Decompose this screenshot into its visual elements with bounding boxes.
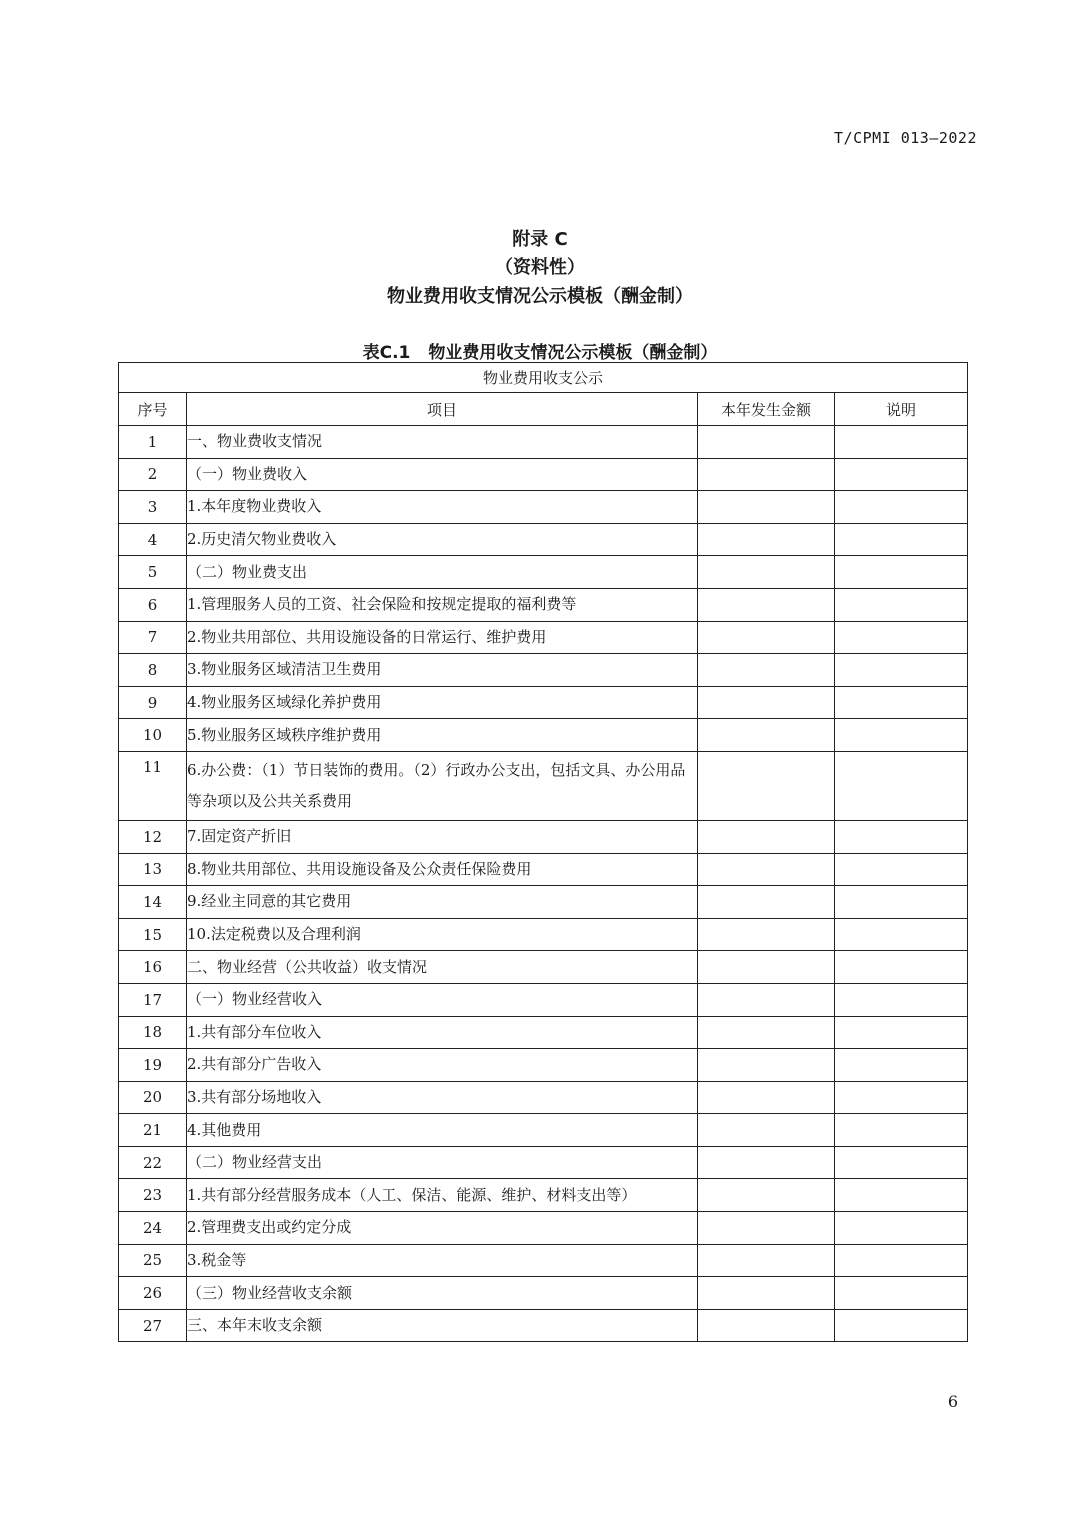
note-cell: [835, 918, 968, 951]
table-row: [119, 1179, 968, 1212]
row-number: 18: [119, 1016, 187, 1049]
amount-cell: [698, 751, 835, 820]
fee-disclosure-table: [118, 362, 968, 1342]
row-item: 三、本年末收支余额: [187, 1309, 698, 1342]
row-number: 19: [119, 1049, 187, 1082]
table-row: [119, 556, 968, 589]
row-item: 7.固定资产折旧: [187, 820, 698, 853]
table-row: [119, 523, 968, 556]
table-row: [119, 491, 968, 524]
table-row: [119, 588, 968, 621]
table-row: [119, 686, 968, 719]
row-item: 二、物业经营（公共收益）收支情况: [187, 951, 698, 984]
note-cell: [835, 1309, 968, 1342]
row-item: 3.共有部分场地收入: [187, 1081, 698, 1114]
amount-cell: [698, 458, 835, 491]
row-item: （一）物业费收入: [187, 458, 698, 491]
note-cell: [835, 820, 968, 853]
row-item: 1.管理服务人员的工资、社会保险和按规定提取的福利费等: [187, 588, 698, 621]
note-cell: [835, 983, 968, 1016]
note-cell: [835, 621, 968, 654]
amount-cell: [698, 1049, 835, 1082]
row-item: 9.经业主同意的其它费用: [187, 886, 698, 919]
table-row: [119, 1309, 968, 1342]
table-row: [119, 654, 968, 687]
table-row: [119, 983, 968, 1016]
amount-cell: [698, 1244, 835, 1277]
row-number: 13: [119, 853, 187, 886]
table-row: [119, 1146, 968, 1179]
amount-cell: [698, 686, 835, 719]
row-item: （二）物业费支出: [187, 556, 698, 589]
note-cell: [835, 1114, 968, 1147]
row-item: （二）物业经营支出: [187, 1146, 698, 1179]
row-item: 一、物业费收支情况: [187, 426, 698, 459]
note-cell: [835, 491, 968, 524]
row-item: 1.本年度物业费收入: [187, 491, 698, 524]
row-item: 1.共有部分车位收入: [187, 1016, 698, 1049]
amount-cell: [698, 820, 835, 853]
row-item: （三）物业经营收支余额: [187, 1277, 698, 1310]
note-cell: [835, 556, 968, 589]
table-row: [119, 1114, 968, 1147]
note-cell: [835, 951, 968, 984]
note-cell: [835, 1212, 968, 1245]
note-cell: [835, 458, 968, 491]
amount-cell: [698, 491, 835, 524]
table-body: [119, 426, 968, 1342]
row-number: 9: [119, 686, 187, 719]
table-row: [119, 1277, 968, 1310]
row-item: 5.物业服务区域秩序维护费用: [187, 719, 698, 752]
row-item: 8.物业共用部位、共用设施设备及公众责任保险费用: [187, 853, 698, 886]
note-cell: [835, 853, 968, 886]
amount-cell: [698, 918, 835, 951]
table-row: [119, 1016, 968, 1049]
row-number: 8: [119, 654, 187, 687]
note-cell: [835, 1146, 968, 1179]
annex-label: 附录 C: [512, 229, 568, 250]
table-row: [119, 1049, 968, 1082]
column-header-item: 项目: [187, 393, 698, 426]
table-row: [119, 853, 968, 886]
row-item: 2.共有部分广告收入: [187, 1049, 698, 1082]
row-item: 4.物业服务区域绿化养护费用: [187, 686, 698, 719]
table-row: [119, 458, 968, 491]
note-cell: [835, 1244, 968, 1277]
row-number: 27: [119, 1309, 187, 1342]
amount-cell: [698, 1179, 835, 1212]
row-number: 4: [119, 523, 187, 556]
row-item: 2.物业共用部位、共用设施设备的日常运行、维护费用: [187, 621, 698, 654]
note-cell: [835, 1016, 968, 1049]
amount-cell: [698, 719, 835, 752]
amount-cell: [698, 426, 835, 459]
table-row: [119, 719, 968, 752]
row-number: 3: [119, 491, 187, 524]
row-number: 7: [119, 621, 187, 654]
amount-cell: [698, 621, 835, 654]
table-caption-title: 物业费用收支情况公示模板（酬金制）: [428, 343, 718, 363]
row-item: （一）物业经营收入: [187, 983, 698, 1016]
row-number: 21: [119, 1114, 187, 1147]
row-number: 22: [119, 1146, 187, 1179]
column-header-amount: 本年发生金额: [698, 393, 835, 426]
row-number: 15: [119, 918, 187, 951]
table-row: [119, 820, 968, 853]
table-row: [119, 886, 968, 919]
annex-nature: （资料性）: [495, 257, 585, 278]
row-number: 10: [119, 719, 187, 752]
table-row: [119, 1081, 968, 1114]
amount-cell: [698, 1146, 835, 1179]
row-number: 14: [119, 886, 187, 919]
row-item: 1.共有部分经营服务成本（人工、保洁、能源、维护、材料支出等）: [187, 1179, 698, 1212]
note-cell: [835, 1081, 968, 1114]
amount-cell: [698, 556, 835, 589]
table-row: [119, 1244, 968, 1277]
table-row: [119, 918, 968, 951]
row-number: 24: [119, 1212, 187, 1245]
row-number: 20: [119, 1081, 187, 1114]
note-cell: [835, 654, 968, 687]
row-item: 2.历史清欠物业费收入: [187, 523, 698, 556]
amount-cell: [698, 1309, 835, 1342]
amount-cell: [698, 1081, 835, 1114]
note-cell: [835, 523, 968, 556]
amount-cell: [698, 951, 835, 984]
row-item: 3.税金等: [187, 1244, 698, 1277]
note-cell: [835, 426, 968, 459]
annex-title: 物业费用收支情况公示模板（酬金制）: [387, 286, 693, 307]
row-number: 17: [119, 983, 187, 1016]
row-number: 25: [119, 1244, 187, 1277]
column-header-note: 说明: [835, 393, 968, 426]
note-cell: [835, 1277, 968, 1310]
page-number: 6: [947, 1392, 958, 1411]
row-number: 6: [119, 588, 187, 621]
note-cell: [835, 886, 968, 919]
amount-cell: [698, 1277, 835, 1310]
row-number: 1: [119, 426, 187, 459]
document-code: T/CPMI 013—2022: [834, 129, 977, 147]
row-number: 11: [119, 751, 187, 820]
row-number: 16: [119, 951, 187, 984]
row-number: 2: [119, 458, 187, 491]
note-cell: [835, 1179, 968, 1212]
table-caption-number: 表C.1: [362, 343, 411, 363]
table-row: [119, 1212, 968, 1245]
note-cell: [835, 686, 968, 719]
row-item: 3.物业服务区域清洁卫生费用: [187, 654, 698, 687]
row-item: 2.管理费支出或约定分成: [187, 1212, 698, 1245]
note-cell: [835, 719, 968, 752]
row-number: 12: [119, 820, 187, 853]
column-header-no: 序号: [119, 393, 187, 426]
amount-cell: [698, 983, 835, 1016]
row-item: 10.法定税费以及合理利润: [187, 918, 698, 951]
table-title: 物业费用收支公示: [119, 363, 968, 393]
table-caption: [0, 338, 1080, 363]
row-number: 26: [119, 1277, 187, 1310]
amount-cell: [698, 853, 835, 886]
amount-cell: [698, 523, 835, 556]
amount-cell: [698, 654, 835, 687]
amount-cell: [698, 1212, 835, 1245]
amount-cell: [698, 1114, 835, 1147]
note-cell: [835, 588, 968, 621]
table-row: [119, 621, 968, 654]
row-number: 5: [119, 556, 187, 589]
table-row: [119, 751, 968, 820]
row-item: 6.办公费：（1）节日装饰的费用。（2）行政办公支出，包括文具、办公用品等杂项以及公共关系费用: [187, 751, 698, 820]
table-row: [119, 951, 968, 984]
row-number: 23: [119, 1179, 187, 1212]
note-cell: [835, 1049, 968, 1082]
row-item: 4.其他费用: [187, 1114, 698, 1147]
table-row: [119, 426, 968, 459]
note-cell: [835, 751, 968, 820]
amount-cell: [698, 886, 835, 919]
amount-cell: [698, 1016, 835, 1049]
amount-cell: [698, 588, 835, 621]
